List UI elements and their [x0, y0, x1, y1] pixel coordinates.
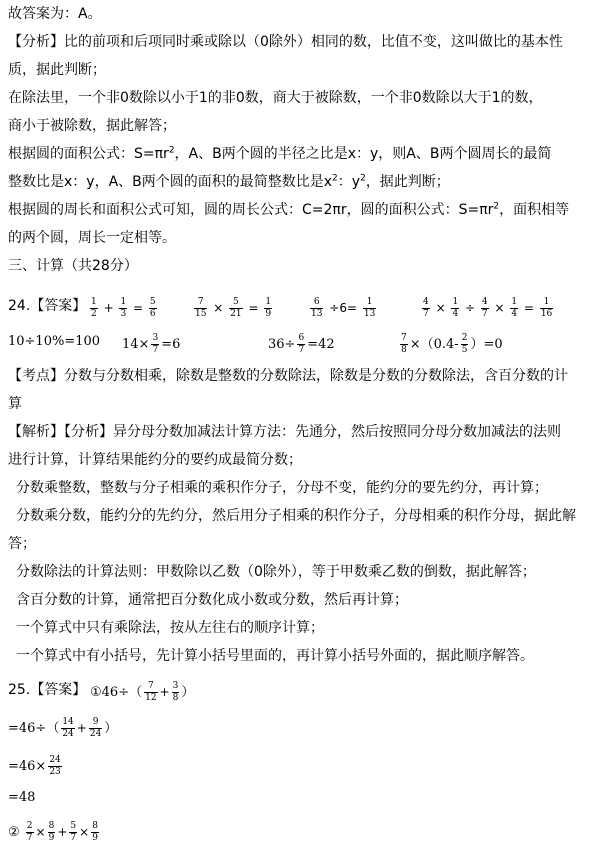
- fraction: $\frac{1}{13}$: [363, 297, 376, 319]
- text-span: 根据圆的面积公式：S=πr: [8, 146, 169, 162]
- fraction: $\frac{3}{8}$: [172, 681, 179, 703]
- q24-expression-6: [122, 333, 180, 356]
- analysis-line: 商小于被除数，据此解答；: [8, 118, 176, 134]
- explanation-line: 含百分数的计算，通常把百分数化成小数或分数，然后再计算；: [16, 592, 408, 608]
- q25-step-4: =48: [8, 790, 36, 805]
- q25-step-2: [8, 717, 117, 740]
- fraction: $\frac{1}{2}$: [91, 297, 97, 319]
- text-span: 14×: [122, 337, 150, 352]
- explanation-line: 答；: [8, 536, 36, 552]
- q25-label: 25.【答案】: [8, 682, 87, 698]
- q24-label: 24.【答案】: [8, 298, 87, 314]
- operator: ×: [435, 301, 446, 315]
- fraction: $\frac{6}{7}$: [298, 333, 305, 355]
- fraction: $\frac{2}{7}$: [26, 821, 33, 843]
- superscript: 2: [493, 201, 500, 212]
- operator: ×: [494, 301, 505, 315]
- q25-step-3: [8, 755, 64, 778]
- analysis-line: 【分析】比的前项和后项同时乘或除以（0除外）相同的数，比值不变，这叫做比的基本性: [8, 34, 563, 50]
- text-span: 根据圆的周长和面积公式可知，圆的周长公式：C=2πr，圆的面积公式：S=πr: [8, 202, 494, 218]
- fraction: $\frac{8}{9}$: [92, 821, 98, 843]
- q24-expression-7: [268, 333, 335, 356]
- text-span: =6: [161, 337, 181, 352]
- analysis-line: [8, 145, 551, 163]
- fraction: $\frac{7}{8}$: [401, 333, 407, 355]
- text-span: ）: [181, 685, 195, 700]
- text-span: 36÷: [268, 337, 296, 352]
- operator: +: [103, 301, 114, 315]
- fraction: $\frac{2}{5}$: [461, 333, 468, 355]
- fraction: $\frac{1}{4}$: [452, 297, 459, 319]
- fraction: $\frac{5}{21}$: [230, 297, 242, 319]
- analysis-line: 的两个圆，周长一定相等。: [8, 230, 176, 246]
- explanation-line: 分数乘整数，整数与分子相乘的乘积作分子，分母不变，能约分的要先约分，再计算；: [16, 480, 548, 496]
- text-span: ）: [104, 721, 118, 736]
- operator: ÷6=: [329, 301, 358, 315]
- text-span: =46÷（: [8, 721, 60, 736]
- operator: +: [57, 825, 68, 839]
- fraction: $\frac{7}{12}$: [145, 681, 157, 703]
- fraction: $\frac{1}{3}$: [120, 297, 127, 319]
- q24-expression-1: [88, 297, 159, 320]
- superscript: 2: [360, 173, 366, 184]
- analysis-line: 在除法里，一个非0数除以小于1的非0数，商大于被除数，一个非0数除以大于1的数，: [8, 90, 543, 106]
- operator: ×: [213, 301, 224, 315]
- text-span: ，据此判断；: [365, 174, 450, 190]
- text-span: =46×: [8, 759, 47, 774]
- explanation-line: 一个算式中有小括号，先计算小括号里面的，再计算小括号外面的，据此顺序解答。: [16, 648, 534, 664]
- text-span: ②: [8, 825, 20, 840]
- q24-expression-8: [398, 333, 503, 356]
- q24-expression-4: [420, 297, 555, 320]
- answer-line: 故答案为：A。: [8, 6, 102, 22]
- operator: +: [76, 721, 87, 735]
- explanation-line: 【解析】【分析】异分母分数加减法计算方法：先通分，然后按照同分母分数加减法的法则: [8, 424, 561, 440]
- text-span: ×（0.4-: [409, 337, 459, 352]
- fraction: $\frac{4}{7}$: [423, 297, 429, 319]
- explanation-line: 一个算式中只有乘除法，按从左往右的顺序计算；: [16, 620, 324, 636]
- q24-expression-3: [308, 297, 378, 320]
- fraction: $\frac{3}{7}$: [152, 333, 159, 355]
- section-heading: 三、计算（共28分）: [8, 258, 138, 274]
- fraction: $\frac{8}{9}$: [48, 821, 55, 843]
- fraction: $\frac{5}{7}$: [70, 821, 77, 843]
- superscript: 2: [168, 145, 175, 156]
- superscript: 2: [332, 173, 338, 184]
- text-span: ，A、B两个圆的半径之比是x：y，则A、B两个圆周长的最简: [174, 146, 552, 162]
- text-span: 整数比是x：y，A、B两个圆的面积的最简整数比是x: [8, 174, 333, 190]
- operator: =: [248, 301, 259, 315]
- operator: ÷: [465, 301, 476, 315]
- key-points-line: 算: [8, 396, 22, 412]
- q25-step-5: [8, 821, 101, 844]
- key-points-line: 【考点】分数与分数相乘，除数是整数的分数除法，除数是分数的分数除法，含百分数的计: [8, 368, 568, 384]
- fraction: $\frac{6}{13}$: [311, 297, 323, 319]
- analysis-line: 质，据此判断；: [8, 62, 106, 78]
- fraction: $\frac{14}{24}$: [62, 717, 74, 739]
- explanation-line: 进行计算，计算结果能约分的要约成最简分数；: [8, 452, 302, 468]
- fraction: $\frac{1}{16}$: [540, 297, 553, 319]
- fraction: $\frac{24}{23}$: [49, 755, 61, 777]
- q25-step-1: [90, 681, 194, 704]
- text-span: ）=0: [470, 337, 503, 352]
- operator: ×: [79, 825, 90, 839]
- fraction: $\frac{9}{24}$: [89, 717, 102, 739]
- operator: =: [523, 301, 534, 315]
- operator: =: [133, 301, 144, 315]
- fraction: $\frac{4}{7}$: [481, 297, 488, 319]
- q24-expression-2: [192, 297, 274, 320]
- q24-expression-5: 10÷10%=100: [8, 334, 101, 349]
- operator: ×: [35, 825, 46, 839]
- fraction: $\frac{1}{9}$: [265, 297, 272, 319]
- fraction: $\frac{7}{15}$: [195, 297, 207, 319]
- text-span: =42: [307, 337, 335, 352]
- text-span: ：y: [337, 174, 361, 190]
- operator: +: [159, 685, 170, 699]
- fraction: $\frac{1}{4}$: [511, 297, 518, 319]
- text-span: ①46÷（: [90, 685, 143, 700]
- analysis-line: [8, 173, 450, 191]
- analysis-line: [8, 201, 569, 219]
- explanation-line: 分数乘分数，能约分的先约分，然后用分子相乘的积作分子，分母相乘的积作分母，据此解: [16, 508, 576, 524]
- text-span: ，面积相等: [499, 202, 570, 218]
- fraction: $\frac{5}{6}$: [149, 297, 156, 319]
- explanation-line: 分数除法的计算法则：甲数除以乙数（0除外），等于甲数乘乙数的倒数，据此解答；: [16, 564, 536, 580]
